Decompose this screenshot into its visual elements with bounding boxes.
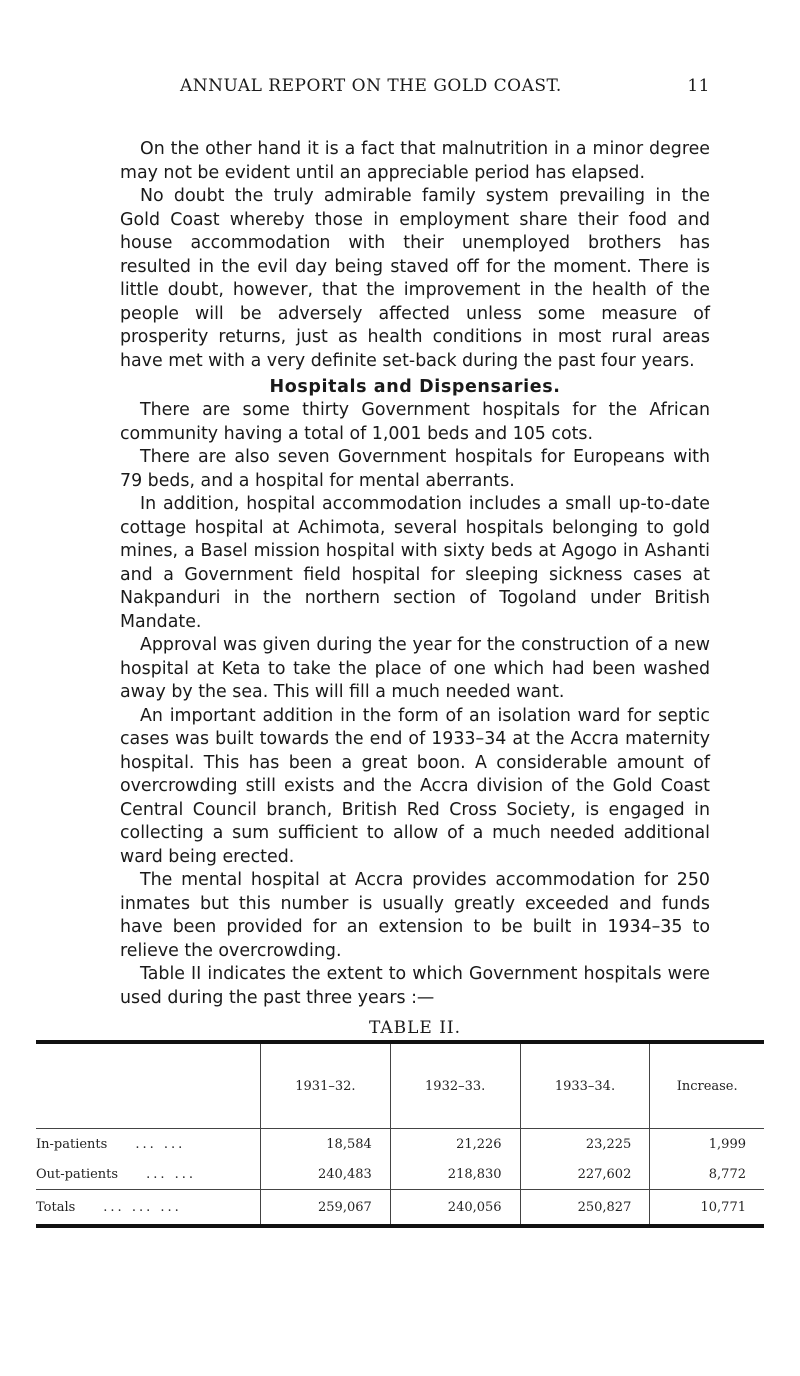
table-total-row — [36, 1190, 764, 1227]
row-label: Out-patients — [36, 1166, 119, 1182]
body-text — [120, 138, 710, 1038]
table-cell: 1,999 — [650, 1129, 764, 1160]
paragraph: There are also seven Government hospitals for Europeans with 79 beds, and a hospital for mental aberrants. — [120, 447, 710, 491]
paragraph: In addition, hospital accommodation includes a small up-to-date cottage hospital at Achimota, several hospitals belonging to gold mines, a Basel mission hospital with sixty beds at Agogo in Ashanti and a Government field hospital for sleeping sickness cases at Nakpanduri in the northern section of Togoland under British Mandate. — [120, 494, 710, 632]
table-cell: 227,602 — [520, 1159, 650, 1190]
table-cell: 240,483 — [261, 1159, 391, 1190]
table-row — [36, 1129, 764, 1160]
paragraph: On the other hand it is a fact that malnutrition in a minor degree may not be evident until an appreciable period has elapsed. — [120, 139, 710, 183]
document-page — [120, 76, 710, 1050]
table-cell: 240,056 — [390, 1190, 520, 1227]
row-label: In-patients — [36, 1136, 108, 1152]
column-header: Increase. — [650, 1042, 764, 1129]
leader-dots: ... ... ... — [103, 1199, 182, 1215]
row-label: Totals — [36, 1199, 76, 1215]
paragraph: Approval was given during the year for the construction of a new hospital at Keta to take the place of one which had been washed away by the sea. This will fill a much needed want. — [120, 635, 710, 702]
paragraph: There are some thirty Government hospitals for the African community having a total of 1,001 beds and 105 cots. — [120, 400, 710, 444]
table-caption: TABLE II. — [368, 1018, 462, 1038]
page-header — [120, 76, 710, 110]
paragraph: Table II indicates the extent to which Government hospitals were used during the past three years :— — [120, 964, 710, 1008]
table-row — [36, 1159, 764, 1190]
table-cell: 259,067 — [261, 1190, 391, 1227]
column-header: 1931–32. — [261, 1042, 391, 1129]
table-cell: 18,584 — [261, 1129, 391, 1160]
paragraph: No doubt the truly admirable family system prevailing in the Gold Coast whereby those in employment share their food and house accommodation with their unemployed brothers has resulted in the evil day being staved off for the moment. There is little doubt, however, that the improvement in the health of the people will be adversely affected unless some measure of prosperity returns, just as health conditions in most rural areas have met with a very definite set-back during the past four years. — [120, 186, 710, 371]
table-cell: 250,827 — [520, 1190, 650, 1227]
section-heading: Hospitals and Dispensaries. — [269, 377, 561, 397]
leader-dots: ... ... — [135, 1136, 186, 1152]
table-cell: 21,226 — [390, 1129, 520, 1160]
table-cell: 218,830 — [390, 1159, 520, 1190]
table-cell: 8,772 — [650, 1159, 764, 1190]
table-corner-cell — [36, 1042, 261, 1129]
page-number: 11 — [687, 76, 710, 96]
column-header: 1933–34. — [520, 1042, 650, 1129]
column-header: 1932–33. — [390, 1042, 520, 1129]
paragraph: The mental hospital at Accra provides accommodation for 250 inmates but this number is usually greatly exceeded and funds have been provided for an extension to be built in 1934–35 to relieve the overcrowding. — [120, 870, 710, 961]
table-cell: 23,225 — [520, 1129, 650, 1160]
table-cell: 10,771 — [650, 1190, 764, 1227]
running-title: ANNUAL REPORT ON THE GOLD COAST. — [180, 76, 562, 96]
paragraph: An important addition in the form of an isolation ward for septic cases was built towards the end of 1933–34 at the Accra maternity hospital. This has been a great boon. A considerable amount of overcrowding still exists and the Accra division of the Gold Coast Central Council branch, British Red Cross Society, is engaged in collecting a sum sufficient to allow of a much needed additional ward being erected. — [120, 705, 710, 867]
leader-dots: ... ... — [146, 1166, 196, 1182]
hospital-usage-table — [36, 1040, 764, 1228]
